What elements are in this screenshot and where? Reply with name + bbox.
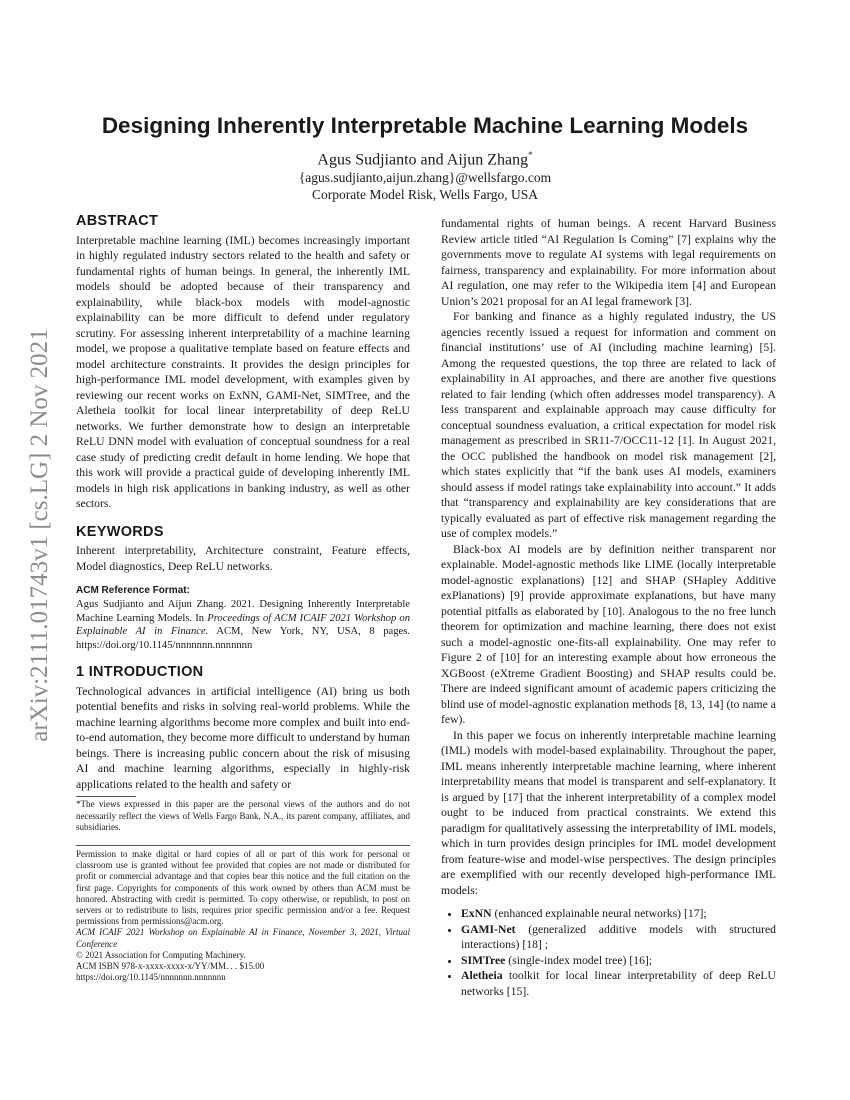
- abstract-heading: ABSTRACT: [76, 213, 159, 229]
- list-item: [461, 968, 776, 999]
- introduction-heading: 1 INTRODUCTION: [76, 664, 204, 680]
- model-description: (generalized additive models with structured interactions) [18] ;: [461, 922, 776, 951]
- permission-rule: [76, 845, 410, 846]
- acm-reference-venue: Proceedings of ACM ICAIF 2021 Workshop on Explainable AI in Finance.: [76, 612, 410, 637]
- model-name: Aletheia: [461, 969, 503, 982]
- arxiv-id: arXiv:2111.01743v1 [cs.LG] 2 Nov 2021: [26, 328, 53, 742]
- right-column: [441, 216, 776, 999]
- abstract-text: Interpretable machine learning (IML) becomes increasingly important in highly regulated industry sectors related to the health and safety or fundamental rights of human beings. In general, the inherently IML models should be adopted because of their transparency and explainability, while black-box models with model-agnostic explainability can be more difficult to defend under regulatory scrutiny. For assessing inherent interpretability of a machine learning model, we propose a qualitative template based on feature effects and model architecture constraints. It provides the design principles for high-performance IML model development, with examples given by reviewing our recent works on ExNN, GAMI-Net, SIMTree, and the Aletheia toolkit for local linear interpretability of deep ReLU networks. We further demonstrate how to design an interpretable ReLU DNN model with evaluation of conceptual soundness for a real case study of predicting credit default in home lending. We hope that this work will provide a practical guide of developing inherently IML models in high risk applications in banking industry, as well as other sectors.: [76, 233, 410, 510]
- acm-reference-heading: ACM Reference Format:: [76, 585, 190, 596]
- list-item: [461, 922, 776, 953]
- paragraph: Black-box AI models are by definition neither transparent nor explainable. Model-agnostic methods like LIME (locally interpretable model-agnostic explanations) [12] and SHAP (SHapley Additive exPlanations) [9] provide approximate explanations, but have many potential pitfalls as elaborated by [10]. Analogous to the no free lunch theorem for optimization and machine learning, there does not exist such a model-agnostic one-fits-all explainability. One may refer to Figure 2 of [10] for an interesting example about how erroneous the XGBoost (eXtreme Gradient Boosting) and SHAP results could be. There are indeed significant amount of academic papers criticizing the blind use of model-agnostic explanation methods [8, 13, 14] (to name a few).: [441, 542, 776, 726]
- model-name: ExNN: [461, 907, 492, 920]
- author-line: [0, 150, 850, 169]
- isbn-line: ACM ISBN 978-x-xxxx-xxxx-x/YY/MM. . . $15.00: [76, 961, 265, 972]
- author-email: {agus.sudjianto,aijun.zhang}@wellsfargo.com: [298, 170, 552, 185]
- acm-reference-publisher: ACM, New York, NY, USA, 8 pages. https://doi.org/10.1145/nnnnnnn.nnnnnnn: [76, 626, 411, 651]
- list-item: [461, 906, 776, 922]
- keywords-heading: KEYWORDS: [76, 523, 164, 540]
- author-footnote-mark: *: [528, 150, 533, 160]
- permission-text: Permission to make digital or hard copies of all or part of this work for personal or classroom use is granted without fee provided that copies are not made or distributed for profit or commercial advantage and that copies bear this notice and the full citation on the first page. Copyrights for components of this work owned by others than ACM must be honored. Abstracting with credit is permitted. To copy otherwise, or republish, to post on servers or to redistribute to lists, requires prior specific permission and/or a fee. Request permissions from permissions@acm.org.: [76, 849, 410, 927]
- acm-reference-authors: Agus Sudjianto and Aijun Zhang. 2021. Designing Inherently Interpretable Machine Learning Models. In: [76, 599, 410, 624]
- list-item: [461, 953, 776, 969]
- author-footnote: *The views expressed in this paper are the personal views of the authors and do not necessarily reflect the views of Wells Fargo Bank, N.A., its parent company, affiliates, and subsidiaries.: [76, 799, 410, 832]
- left-column: [76, 214, 410, 792]
- acm-reference-text: [76, 598, 410, 652]
- model-description: toolkit for local linear interpretability of deep ReLU networks [15].: [461, 969, 776, 998]
- model-description: (single-index model tree) [16];: [505, 953, 653, 967]
- paragraph: fundamental rights of human beings. A recent Harvard Business Review article titled “AI Regulation Is Coming” [7] explains why the governments move to regulate AI systems with legal requirements on fairness, transparency and explainability. For more information about AI regulation, one may refer to the Wikipedia item [4] and European Union’s 2021 proposal for an AI legal framework [3].: [441, 217, 776, 308]
- conference-info: ACM ICAIF 2021 Workshop on Explainable AI in Finance, November 3, 2021, Virtual Conference: [76, 927, 410, 949]
- introduction-text: Technological advances in artificial intelligence (AI) bring us both potential benefits and risks in solving real-world problems. While the machine learning algorithms become more complex and built into end-to-end automation, they become more difficult to understand by human beings. There is increasing public concern about the risk of misusing AI and machine learning algorithms, especially in highly-risk applications related to the health and safety or: [76, 684, 410, 791]
- doi-line: https://doi.org/10.1145/nnnnnnn.nnnnnnn: [76, 972, 226, 983]
- paper-title: Designing Inherently Interpretable Machine Learning Models: [101, 113, 749, 138]
- model-name: SIMTree: [461, 953, 506, 967]
- model-list: [441, 906, 776, 999]
- paragraph: In this paper we focus on inherently interpretable machine learning (IML) models with model-based explainability. Throughout the paper, IML means inherently interpretable machine learning, where inherent interpretability means that model is transparent and self-explanatory. It is argued by [17] that the inherent interpretability of a complex model ought to be induced from practical constraints. We extend this paradigm for qualitatively assessing the interpretability of IML models, which in turn provides design principles for IML model development from feature-wise and model-wise perspectives. The design principles are exemplified with our recently developed high-performance IML models:: [441, 728, 776, 897]
- arxiv-sidebar-stamp: [20, 300, 60, 770]
- copyright-line: © 2021 Association for Computing Machinery.: [76, 949, 246, 960]
- permission-block: [76, 849, 410, 983]
- footnote-rule: [76, 796, 136, 797]
- authors: Agus Sudjianto and Aijun Zhang: [317, 151, 529, 169]
- model-description: (enhanced explainable neural networks) [17];: [491, 907, 707, 920]
- author-affiliation: Corporate Model Risk, Wells Fargo, USA: [311, 187, 539, 202]
- paragraph: For banking and finance as a highly regulated industry, the US agencies recently issued a request for information and comment on financial institutions’ use of AI (including machine learning) [5]. Among the requested questions, the top three are related to lack of explainability in AI approaches, and there are another five questions related to fair lending (which often addresses model transparency). A less transparent and explainable approach may cause difficulty for conceptual soundness evaluation, a critical expectation for model risk management as prescribed in SR11-7/OCC11-12 [1]. In August 2021, the OCC published the handbook on model risk management [2], which states explicitly that “if the bank uses AI models, examiners should assess if model ratings take explainability into account.” It adds that “transparency and explainability are key considerations that are typically evaluated as part of effective risk management regarding the use of complex models.”: [441, 310, 776, 540]
- model-name: GAMI-Net: [461, 922, 516, 936]
- keywords-text: Inherent interpretability, Architecture constraint, Feature effects, Model diagnostics, Deep ReLU networks.: [76, 544, 410, 573]
